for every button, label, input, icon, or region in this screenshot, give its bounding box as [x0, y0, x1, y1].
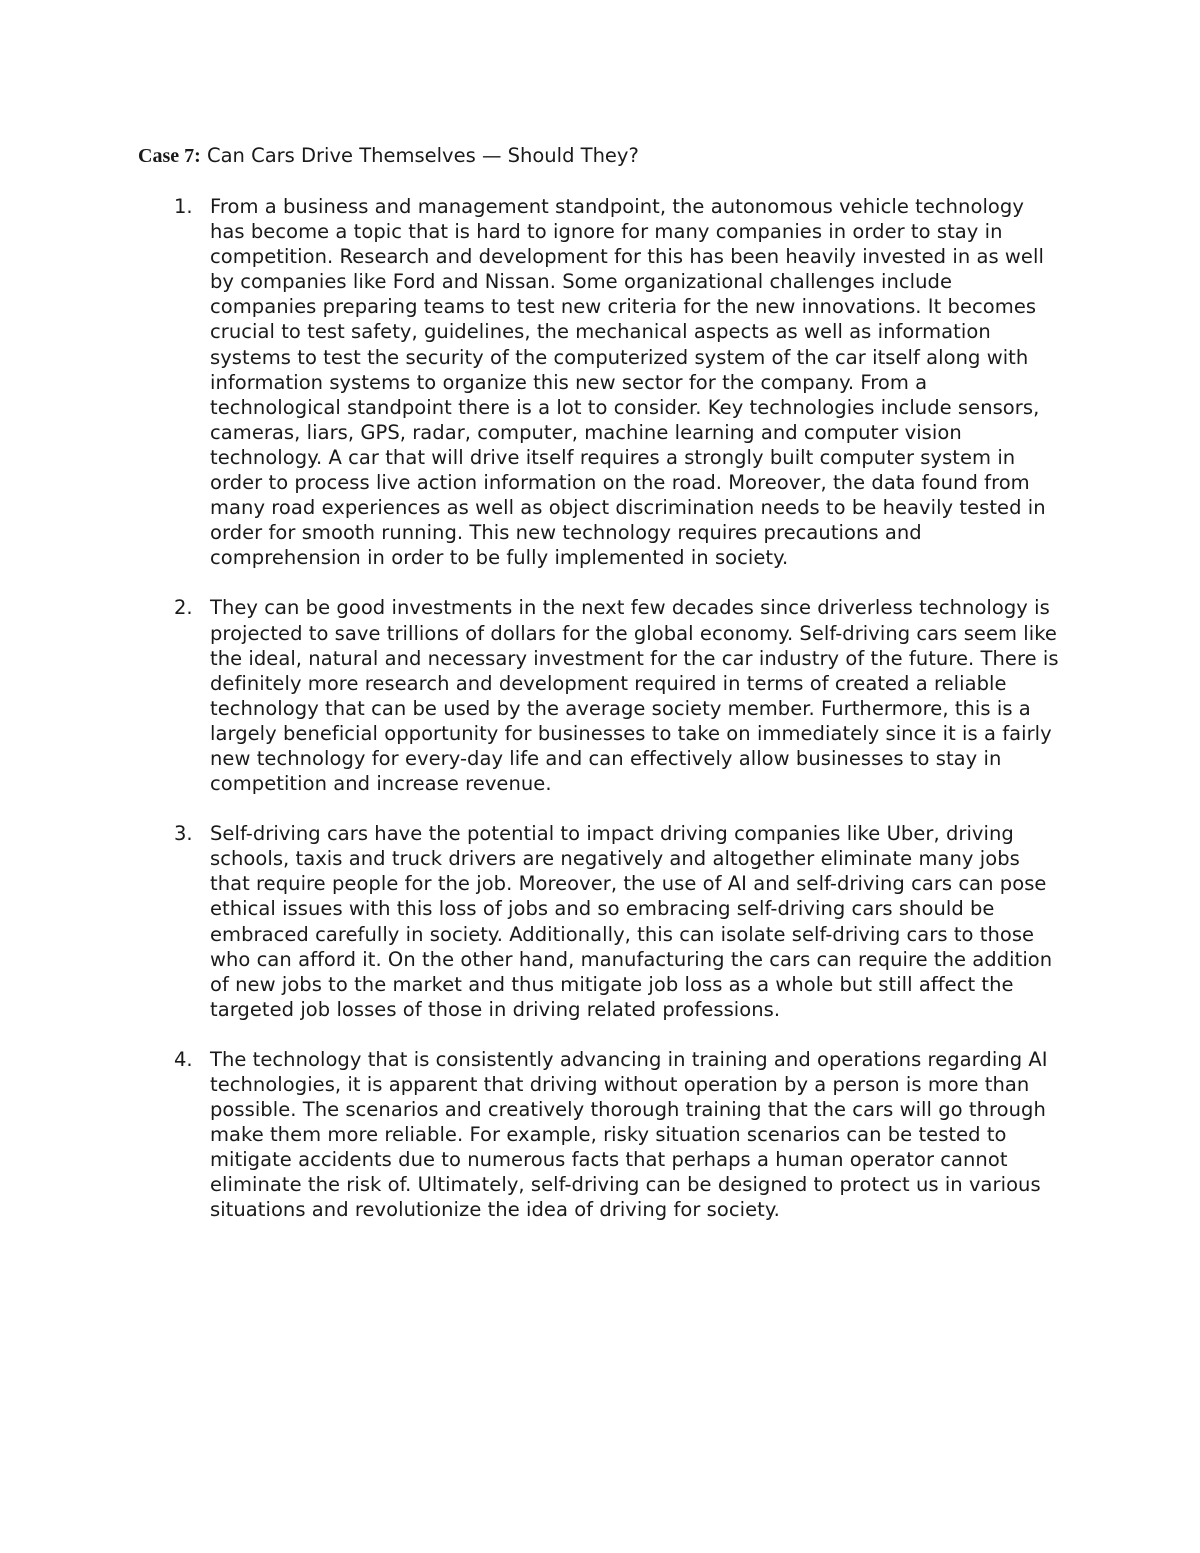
case-label: Case 7: — [138, 145, 201, 167]
item-number: 1. — [174, 195, 193, 218]
answer-list — [0, 194, 1200, 1248]
item-text: Self-driving cars have the potential to impact driving companies like Uber, driving schools, taxis and truck drivers are negatively and altogether eliminate many jobs that require people for the job. Moreover, the use of AI and self-driving cars can pose ethical issues with this loss of jobs and so embracing self-driving cars should be embraced carefully in society. Additionally, this can isolate self-driving cars to those who can afford it. On the other hand, manufacturing the cars can require the addition of new jobs to the market and thus mitigate job loss as a whole but still affect the targeted job losses of those in driving related professions. — [210, 822, 1053, 1021]
item-text: They can be good investments in the next few decades since driverless technology is projected to save trillions of dollars for the global economy. Self-driving cars seem like the ideal, natural and necessary investment for the car industry of the future. There is definitely more research and development required in terms of created a reliable technology that can be used by the average society member. Furthermore, this is a largely beneficial opportunity for businesses to take on immediately since it is a fairly new technology for every-day life and can effectively allow businesses to stay in competition and increase revenue. — [210, 596, 1059, 796]
list-item — [0, 1047, 1200, 1223]
item-text: The technology that is consistently advancing in training and operations regarding AI technologies, it is apparent that driving without operation by a person is more than possible. The scenarios and creatively thorough training that the cars will go through make them more reliable. For example, risky situation scenarios can be tested to mitigate accidents due to numerous facts that perhaps a human operator cannot eliminate the risk of. Ultimately, self-driving can be designed to protect us in various situations and revolutionize the idea of driving for society. — [210, 1047, 1048, 1222]
case-title: Can Cars Drive Themselves — Should They? — [200, 144, 639, 167]
list-item — [0, 194, 1200, 570]
item-number: 4. — [174, 1047, 193, 1071]
item-number: 2. — [174, 596, 193, 620]
list-item — [0, 821, 1200, 1022]
list-item — [0, 595, 1200, 796]
case-heading — [138, 143, 1058, 169]
item-text: From a business and management standpoint, the autonomous vehicle technology has become a topic that is hard to ignore for many companies in order to stay in competition. Research and development for this has been heavily invested in as well by companies like Ford and Nissan. Some organizational challenges include companies preparing teams to test new criteria for the new innovations. It becomes crucial to test safety, guidelines, the mechanical aspects as well as information systems to test the security of the computerized system of the car itself along with information systems to organize this new sector for the company. From a technological standpoint there is a lot to consider. Key technologies include sensors, cameras, liars, GPS, radar, computer, machine learning and computer vision technology. A car that will drive itself requires a strongly built computer system in order to process live action information on the road. Moreover, the data found from many road experiences as well as object discrimination needs to be heavily tested in order for smooth running. This new technology requires precautions and comprehension in order to be fully implemented in society. — [210, 195, 1046, 570]
item-number: 3. — [174, 822, 193, 846]
